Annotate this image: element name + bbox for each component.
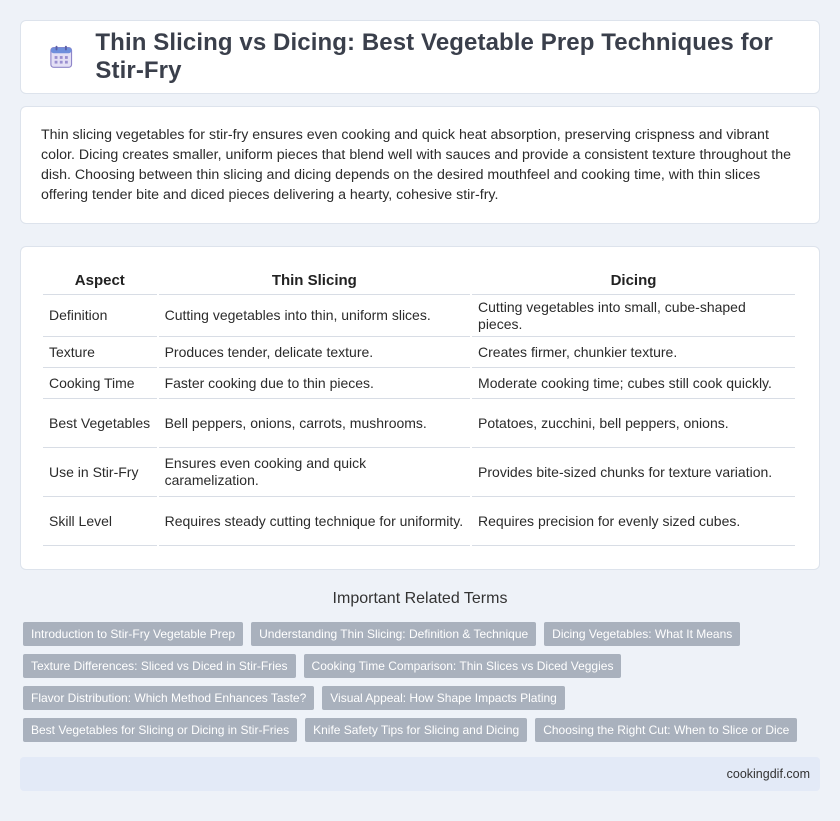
page-title: Thin Slicing vs Dicing: Best Vegetable Prep Techniques for Stir-Fry (95, 29, 773, 84)
table-row (43, 368, 795, 399)
comparison-table (41, 267, 797, 546)
table-cell: Best Vegetables (43, 399, 157, 448)
related-tag[interactable]: Cooking Time Comparison: Thin Slices vs Diced Veggies (304, 654, 622, 678)
related-tag[interactable]: Best Vegetables for Slicing or Dicing in Stir-Fries (23, 718, 297, 742)
related-tag[interactable]: Introduction to Stir-Fry Vegetable Prep (23, 622, 243, 646)
related-tag[interactable]: Understanding Thin Slicing: Definition & Technique (251, 622, 536, 646)
related-tags (20, 622, 810, 750)
table-cell: Produces tender, delicate texture. (159, 337, 470, 368)
table-row (43, 337, 795, 368)
intro-text: Thin slicing vegetables for stir-fry ensures even cooking and quick heat absorption, preserving crispness and vibrant color. Dicing creates smaller, uniform pieces that blend well with sauces and provide a consistent texture throughout the dish. Choosing between thin slicing and dicing depends on the desired mouthfeel and cooking time, with thin slices offering tender bite and diced pieces delivering a hearty, cohesive stir-fry. (41, 127, 791, 203)
table-cell: Ensures even cooking and quick caramelization. (159, 448, 470, 497)
table-header-row (43, 267, 795, 295)
table-row (43, 295, 795, 337)
table-cell: Requires precision for evenly sized cubes. (472, 497, 795, 546)
footer (20, 757, 820, 791)
table-cell: Provides bite-sized chunks for texture variation. (472, 448, 795, 497)
table-cell: Requires steady cutting technique for uniformity. (159, 497, 470, 546)
related-tag[interactable]: Flavor Distribution: Which Method Enhances Taste? (23, 686, 314, 710)
table-cell: Skill Level (43, 497, 157, 546)
table-cell: Texture (43, 337, 157, 368)
column-header-thin-slicing: Thin Slicing (159, 267, 470, 295)
table-cell: Faster cooking due to thin pieces. (159, 368, 470, 399)
table-cell: Bell peppers, onions, carrots, mushrooms. (159, 399, 470, 448)
column-header-aspect: Aspect (43, 267, 157, 295)
column-header-dicing: Dicing (472, 267, 795, 295)
calendar-icon (49, 44, 73, 70)
table-cell: Moderate cooking time; cubes still cook quickly. (472, 368, 795, 399)
table-row (43, 448, 795, 497)
intro-card (20, 106, 820, 224)
table-cell: Definition (43, 295, 157, 337)
related-tag[interactable]: Dicing Vegetables: What It Means (544, 622, 740, 646)
header-card (20, 20, 820, 94)
related-terms-title: Important Related Terms (332, 590, 508, 607)
table-cell: Creates firmer, chunkier texture. (472, 337, 795, 368)
related-tag[interactable]: Texture Differences: Sliced vs Diced in Stir-Fries (23, 654, 296, 678)
related-terms-section (20, 590, 820, 750)
table-cell: Potatoes, zucchini, bell peppers, onions. (472, 399, 795, 448)
table-cell: Cutting vegetables into small, cube-shaped pieces. (472, 295, 795, 337)
table-cell: Use in Stir-Fry (43, 448, 157, 497)
table-row (43, 399, 795, 448)
table-row (43, 497, 795, 546)
related-tag[interactable]: Knife Safety Tips for Slicing and Dicing (305, 718, 527, 742)
footer-site-link[interactable]: cookingdif.com (726, 767, 810, 781)
related-tag[interactable]: Choosing the Right Cut: When to Slice or Dice (535, 718, 797, 742)
comparison-table-card (20, 246, 820, 570)
table-cell: Cooking Time (43, 368, 157, 399)
table-cell: Cutting vegetables into thin, uniform slices. (159, 295, 470, 337)
related-tag[interactable]: Visual Appeal: How Shape Impacts Plating (322, 686, 565, 710)
